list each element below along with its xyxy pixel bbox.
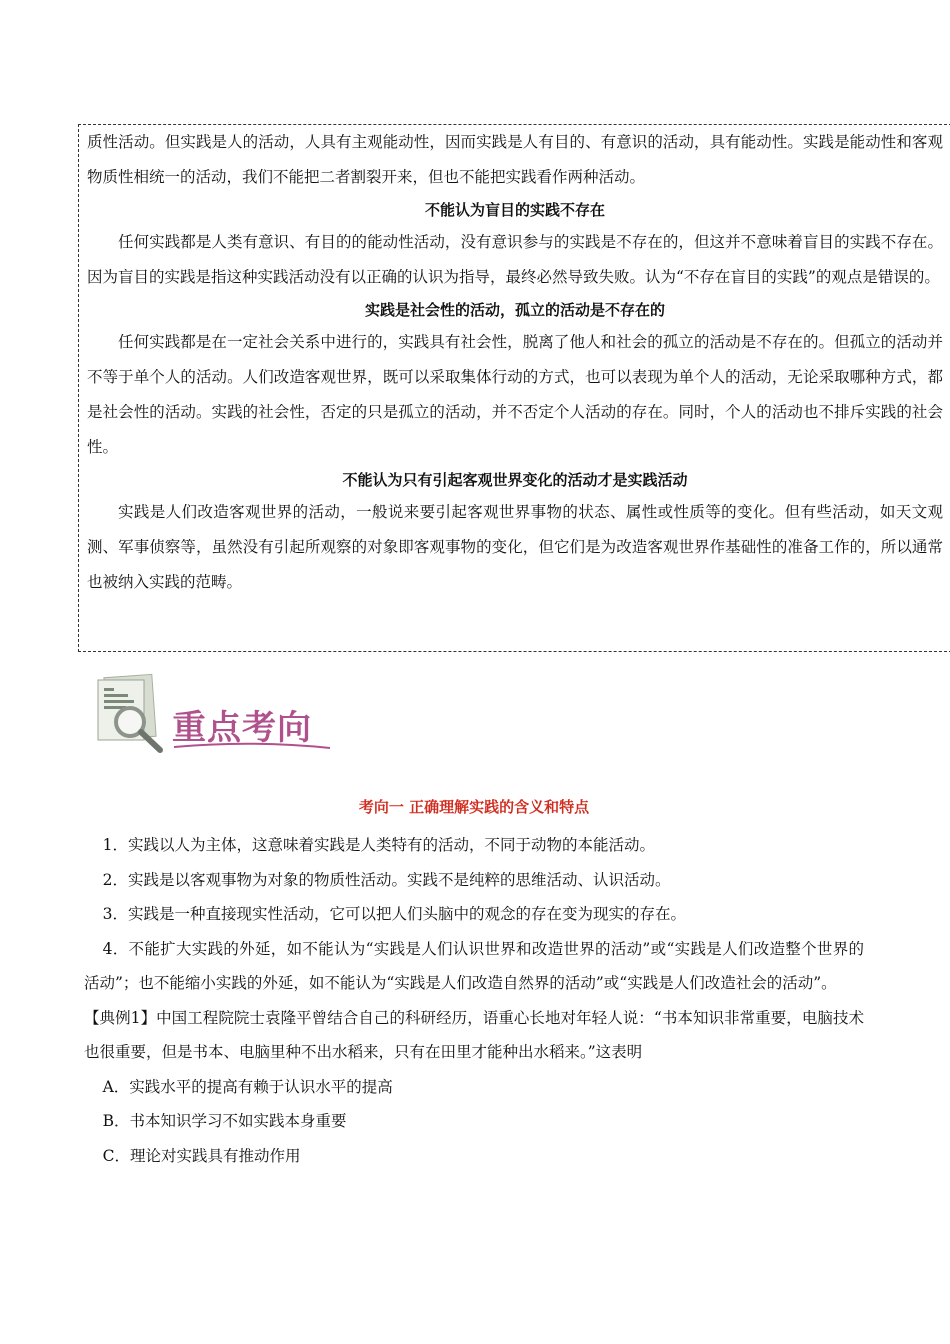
subheading: 实践是社会性的活动，孤立的活动是不存在的 <box>364 301 665 319</box>
subheading: 不能认为只有引起客观世界变化的活动才是实践活动 <box>342 471 688 489</box>
paragraph: 实践是人们改造客观世界的活动，一般说来要引起客观世界事物的状态、属性或性质等的变化。但有些活动，如天文观测、军事侦察等，虽然没有引起所观察的对象即客观事物的变化，但它们是为改造客观世界作基础性的准备工作的，所以通常也被纳入实践的范畴。 <box>87 503 943 591</box>
example-question: 【典例1】中国工程院院士袁隆平曾结合自己的科研经历，语重心长地对年轻人说：“书本知识非常重要，电脑技术也很重要，但是书本、电脑里种不出水稻来，只有在田里才能种出水稻来。”这表明 <box>84 1008 864 1061</box>
section-title: 重点考向 <box>172 708 312 748</box>
paragraph: 任何实践都是人类有意识、有目的的能动性活动，没有意识参与的实践是不存在的，但这并不意味着盲目的实践不存在。因为盲目的实践是指这种实践活动没有以正确的认识为指导，最终必然导致失败。认为“不存在盲目的实践”的观点是错误的。 <box>87 233 943 286</box>
option-b: B．书本知识学习不如实践本身重要 <box>102 1112 347 1130</box>
subheading: 不能认为盲目的实践不存在 <box>424 201 605 219</box>
list-item: 4．不能扩大实践的外延，如不能认为“实践是人们认识世界和改造世界的活动”或“实践是人们改造整个世界的活动”；也不能缩小实践的外延，如不能认为“实践是人们改造自然界的活动”或“实践是人们改造社会的活动”。 <box>84 939 864 992</box>
paragraph: 任何实践都是在一定社会关系中进行的，实践具有社会性，脱离了他人和社会的孤立的活动是不存在的。但孤立的活动并不等于单个人的活动。人们改造客观世界，既可以采取集体行动的方式，也可以表现为单个人的活动，无论采取哪种方式，都是社会性的活动。实践的社会性，否定的只是孤立的活动，并不否定个人活动的存在。同时，个人的活动也不排斥实践的社会性。 <box>87 333 943 456</box>
list-item: 3．实践是一种直接现实性活动，它可以把人们头脑中的观念的存在变为现实的存在。 <box>102 905 686 923</box>
paragraph: 质性活动。但实践是人的活动，人具有主观能动性，因而实践是人有目的、有意识的活动，具有能动性。实践是能动性和客观物质性相统一的活动，我们不能把二者割裂开来，但也不能把实践看作两种活动。 <box>87 133 943 186</box>
notes-box <box>78 124 950 652</box>
section-header <box>92 670 412 760</box>
title-underline <box>172 742 332 752</box>
option-a: A．实践水平的提高有赖于认识水平的提高 <box>102 1077 393 1096</box>
topic-heading: 考向一 正确理解实践的含义和特点 <box>358 798 590 816</box>
list-item: 1．实践以人为主体，这意味着实践是人类特有的活动，不同于动物的本能活动。 <box>102 836 655 854</box>
list-item: 2．实践是以客观事物为对象的物质性活动。实践不是纯粹的思维活动、认识活动。 <box>102 870 671 889</box>
main-content <box>84 792 864 1173</box>
option-c: C．理论对实践具有推动作用 <box>102 1146 301 1165</box>
